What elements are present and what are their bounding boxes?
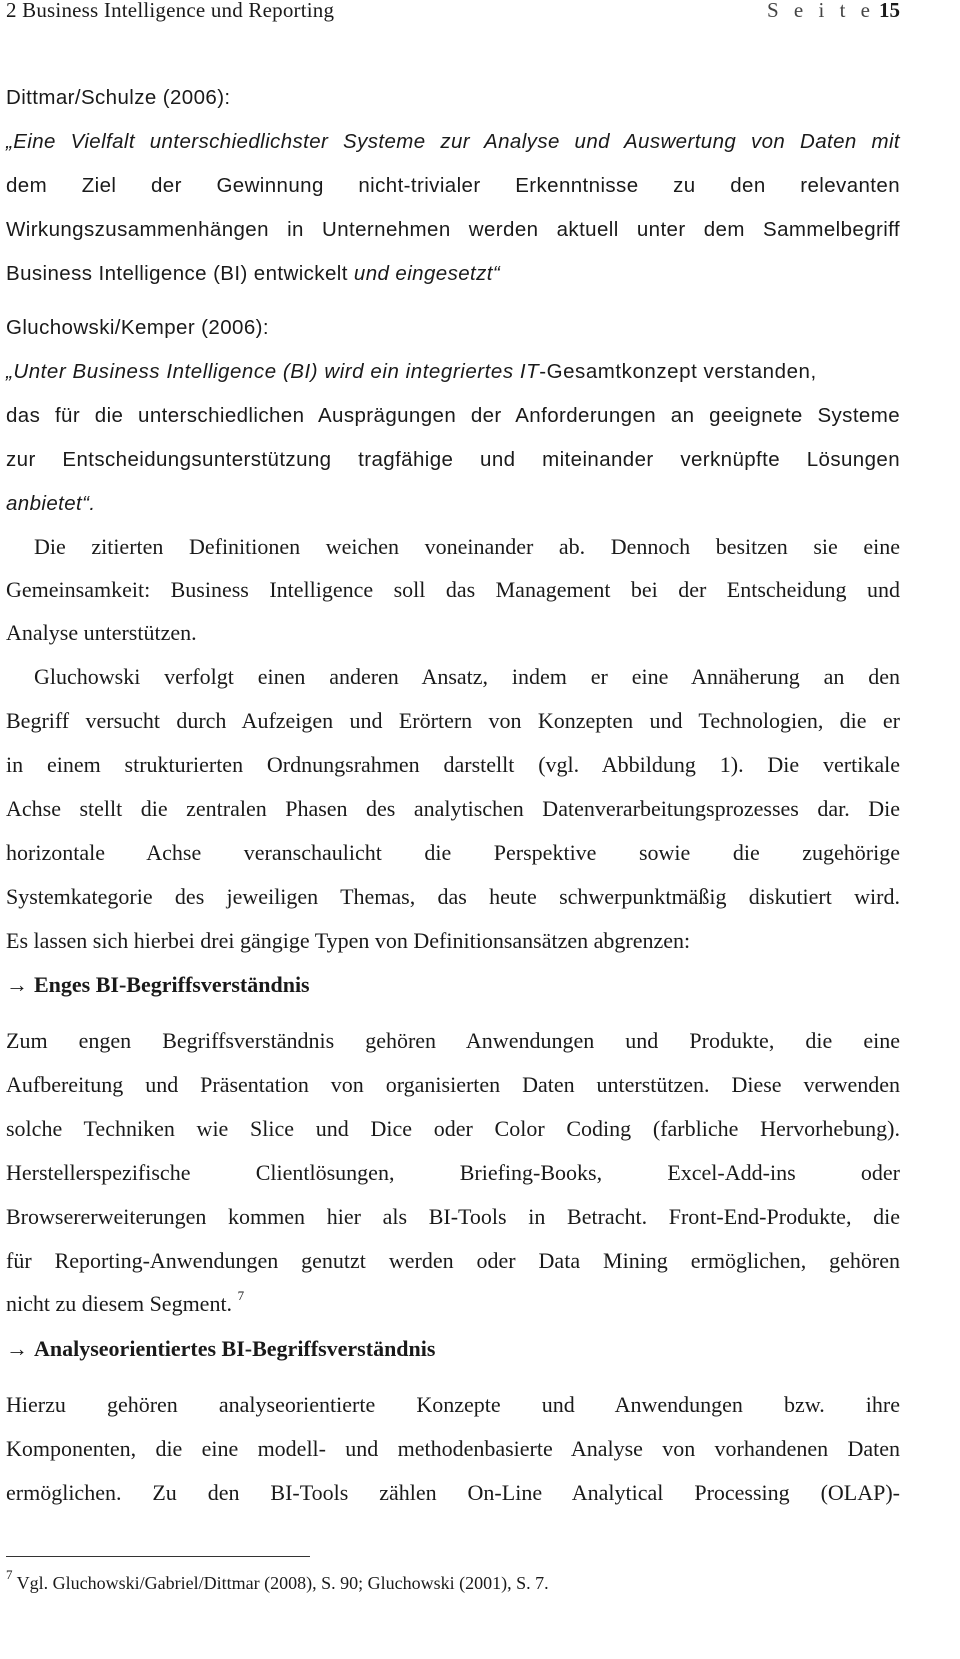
footnote-divider [6,1556,310,1557]
def1-line4-plain: Business Intelligence (BI) entwickelt [6,262,354,285]
def1-author: Dittmar/Schulze (2006): [6,86,231,109]
def1-line2: dem Ziel der Gewinnung nicht-trivialer Erkenntnisse zu den relevanten [6,174,900,197]
arrow-right-icon: → [6,972,28,997]
heading-analyse-bi [6,1338,900,1360]
heading-enges-bi [6,974,900,996]
page-number-value: 15 [879,0,900,22]
para2-line4: Achse stellt die zentralen Phasen des analytischen Datenverarbeitungsprozesses dar. Die [6,796,900,821]
para1-line3: Analyse unterstützen. [6,620,197,645]
para4-line1: Hierzu gehören analyseorientierte Konzepte und Anwendungen bzw. ihre [6,1392,900,1417]
def2-line4: anbietet“. [6,492,96,515]
document-page [6,0,900,1593]
para2-line7: Es lassen sich hierbei drei gängige Typen von Definitionsansätzen abgrenzen: [6,928,691,953]
def1-line3: Wirkungszusammenhängen in Unternehmen werden aktuell unter dem Sammelbegriff [6,218,900,241]
para1-line1: Die zitierten Definitionen weichen voneinander ab. Dennoch besitzen sie eine [34,534,900,559]
para2-line6: Systemkategorie des jeweiligen Themas, das heute schwerpunktmäßig diskutiert wird. [6,884,900,909]
page-header [6,0,900,28]
footnote [6,1567,549,1594]
arrow-right-icon: → [6,1336,28,1361]
para3-line6: für Reporting-Anwendungen genutzt werden oder Data Mining ermöglichen, gehören [6,1248,900,1273]
def2-line1-italic: „Unter Business Intelligence (BI) wird ein integriertes IT [6,360,540,383]
def2-line1 [6,362,900,383]
def2-line3: zur Entscheidungsunterstützung tragfähige und miteinander verknüpfte Lösungen [6,448,900,471]
page-label: S e i t e [767,0,875,22]
para3-line7 [6,1287,900,1316]
para3-line7-text: nicht zu diesem Segment. [6,1291,238,1316]
para3-line5: Browsererweiterungen kommen hier als BI-Tools in Betracht. Front-End-Produkte, die [6,1204,900,1229]
def2-author: Gluchowski/Kemper (2006): [6,316,269,339]
page-number [767,0,900,23]
para2-line2: Begriff versucht durch Aufzeigen und Erörtern von Konzepten und Technologien, die er [6,708,900,733]
para3-line4: Herstellerspezifische Clientlösungen, Briefing-Books, Excel-Add-ins oder [6,1160,900,1185]
para2-line5: horizontale Achse veranschaulicht die Perspektive sowie die zugehörige [6,840,900,865]
def1-line4-italic: und eingesetzt“ [353,262,501,285]
footnote-ref: 7 [237,1287,245,1303]
chapter-title: 2 Business Intelligence und Reporting [6,0,335,22]
para2-line1: Gluchowski verfolgt einen anderen Ansatz, indem er eine Annäherung an den [34,664,900,689]
para1-line2: Gemeinsamkeit: Business Intelligence soll das Management bei der Entscheidung und [6,577,900,602]
def1-line1: „Eine Vielfalt unterschiedlichster Systeme zur Analyse und Auswertung von Daten mit [6,130,900,153]
heading-analyse-bi-text: Analyseorientiertes BI-Begriffsverständnis [34,1336,436,1361]
para3-line3: solche Techniken wie Slice und Dice oder Color Coding (farbliche Hervorhebung). [6,1116,900,1141]
footnote-mark: 7 [6,1567,13,1582]
para3-line1: Zum engen Begriffsverständnis gehören Anwendungen und Produkte, die eine [6,1028,900,1053]
para4-line3: ermöglichen. Zu den BI-Tools zählen On-Line Analytical Processing (OLAP)- [6,1480,900,1505]
heading-enges-bi-text: Enges BI-Begriffsverständnis [34,972,310,997]
footnote-text: Vgl. Gluchowski/Gabriel/Dittmar (2008), S. 90; Gluchowski (2001), S. 7. [12,1573,549,1593]
def2-line2: das für die unterschiedlichen Ausprägungen der Anforderungen an geeignete Systeme [6,404,900,427]
para4-line2: Komponenten, die eine modell- und methodenbasierte Analyse von vorhandenen Daten [6,1436,900,1461]
def2-line1-plain: -Gesamtkonzept verstanden, [539,360,817,383]
def1-line4 [6,264,900,285]
para3-line2: Aufbereitung und Präsentation von organisierten Daten unterstützen. Diese verwenden [6,1072,900,1097]
para2-line3: in einem strukturierten Ordnungsrahmen darstellt (vgl. Abbildung 1). Die vertikale [6,752,900,777]
